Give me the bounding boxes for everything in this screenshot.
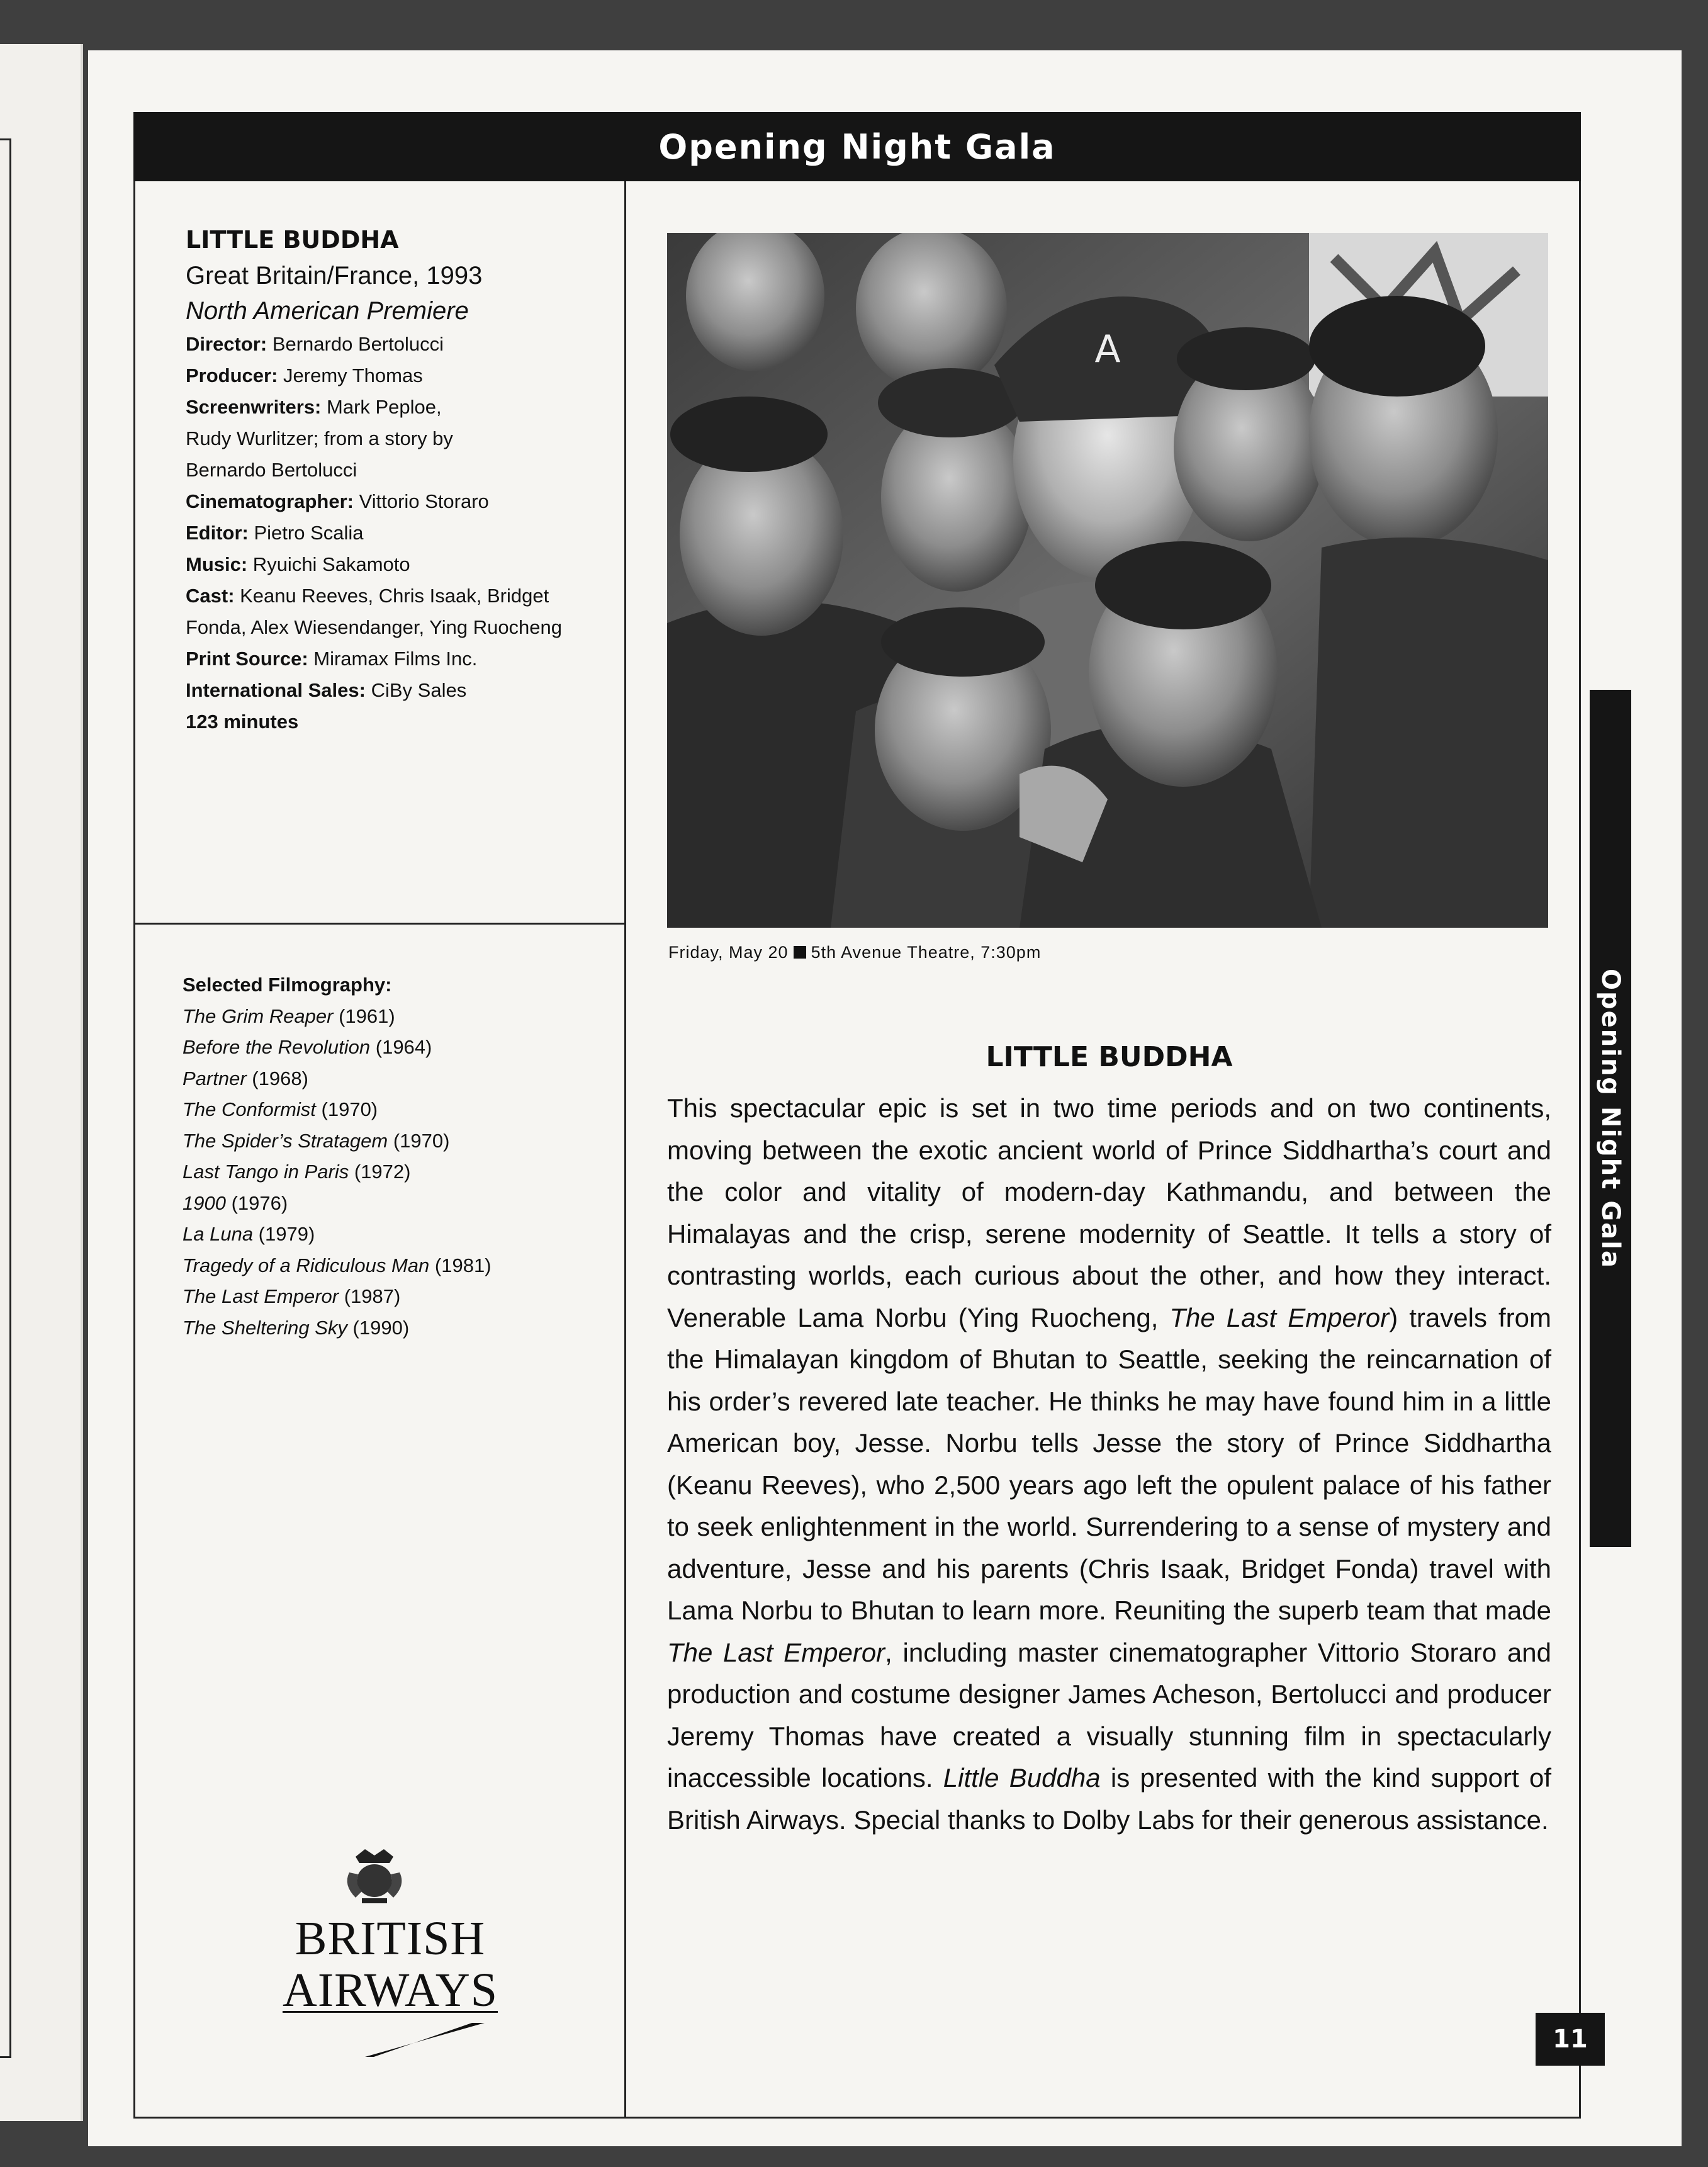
sponsor-logo (271, 1844, 510, 2071)
screening-info (668, 943, 1041, 962)
credit-international-sales: International Sales: CiBy Sales (186, 679, 467, 701)
filmography-item: Partner (1968) (183, 1067, 308, 1089)
filmography-item: La Luna (1979) (183, 1223, 315, 1245)
section-side-tab (1590, 690, 1631, 1547)
section-header (133, 112, 1581, 181)
film-credits (186, 222, 614, 738)
filmography-item: The Conformist (1970) (183, 1098, 378, 1120)
credit-director: Director: Bernardo Bertolucci (186, 333, 444, 355)
section-header-title: Opening Night Gala (658, 127, 1056, 167)
filmography-item: The Last Emperor (1987) (183, 1285, 401, 1307)
crest-icon (337, 1844, 412, 1907)
credit-music: Music: Ryuichi Sakamoto (186, 553, 410, 575)
facing-page-border (0, 138, 11, 2058)
credit-print-source: Print Source: Miramax Films Inc. (186, 648, 478, 670)
sponsor-name-line2: AIRWAYS (282, 1964, 498, 2017)
filmography-item: 1900 (1976) (183, 1191, 288, 1214)
screening-venue: 5th Avenue Theatre, 7:30pm (811, 943, 1042, 962)
credit-editor: Editor: Pietro Scalia (186, 522, 364, 544)
article-body: This spectacular epic is set in two time periods and on two continents, moving between the exotic ancient world of Prince Siddhartha’s court and the color and vitality of modern-day Kathmandu, and between the Himalayas and the crisp, serene modernity of Seattle. It tells a story of contrasting worlds, each curious about the other, and how they interact. Venerable Lama Norbu (Ying Ruocheng, The Last Emperor) travels from the Himalayan kingdom of Bhutan to Seattle, seeking the reincarnation of his order’s revered late teacher. He thinks he may have found him in a little American boy, Jesse. Norbu tells Jesse the story of Prince Siddhartha (Keanu Reeves), who 2,500 years ago left the opulent palace of his father to seek enlightenment in the world. Surrendering to a sense of mystery and adventure, Jesse and his parents (Chris Isaak, Bridget Fonda) travel with Lama Norbu to Bhutan to learn more. Reuniting the superb team that made The Last Emperor, including master cinematographer Vittorio Storaro and production and costume designer James Acheson, Bertolucci and producer Jeremy Thomas have created a visually stunning film in spectacularly inaccessible locations. Little Buddha is presented with the kind support of British Airways. Special thanks to Dolby Labs for their generous assistance. (667, 1093, 1551, 1835)
credit-screenwriters: Screenwriters: Mark Peploe, Rudy Wurlitzer; from a story by Bernardo Bertolucci (186, 396, 453, 481)
filmography-heading: Selected Filmography: (183, 974, 392, 996)
film-title: LITTLE BUDDHA (186, 226, 399, 254)
program-page (88, 50, 1682, 2146)
speedmarque-icon (365, 2020, 485, 2058)
film-premiere: North American Premiere (186, 297, 469, 325)
film-country-year: Great Britain/France, 1993 (186, 262, 483, 290)
sponsor-name-line1: BRITISH (295, 1912, 486, 1965)
credit-runtime: 123 minutes (186, 711, 299, 733)
facing-page-edge (0, 44, 83, 2121)
column-divider (624, 181, 626, 2119)
film-still-photo (667, 233, 1548, 928)
credit-cast: Cast: Keanu Reeves, Chris Isaak, Bridget Fonda, Alex Wiesendanger, Ying Ruocheng (186, 585, 563, 638)
article-title: LITTLE BUDDHA (986, 1041, 1233, 1073)
credit-producer: Producer: Jeremy Thomas (186, 364, 423, 386)
filmography-item: The Spider’s Stratagem (1970) (183, 1129, 450, 1152)
screening-date: Friday, May 20 (668, 943, 789, 962)
filmography-item: The Grim Reaper (1961) (183, 1005, 395, 1027)
left-column-divider (133, 923, 626, 925)
section-side-tab-label: Opening Night Gala (1596, 968, 1625, 1269)
filmography-item: The Sheltering Sky (1990) (183, 1316, 410, 1339)
filmography-item: Last Tango in Paris (1972) (183, 1161, 411, 1183)
square-bullet-icon (794, 946, 806, 959)
filmography-item: Before the Revolution (1964) (183, 1036, 432, 1058)
svg-text:A: A (1094, 327, 1121, 371)
page-number: 11 (1536, 2013, 1605, 2066)
credit-cinematographer: Cinematographer: Vittorio Storaro (186, 490, 489, 512)
filmography-item: Tragedy of a Ridiculous Man (1981) (183, 1254, 492, 1276)
filmography (183, 969, 610, 1343)
